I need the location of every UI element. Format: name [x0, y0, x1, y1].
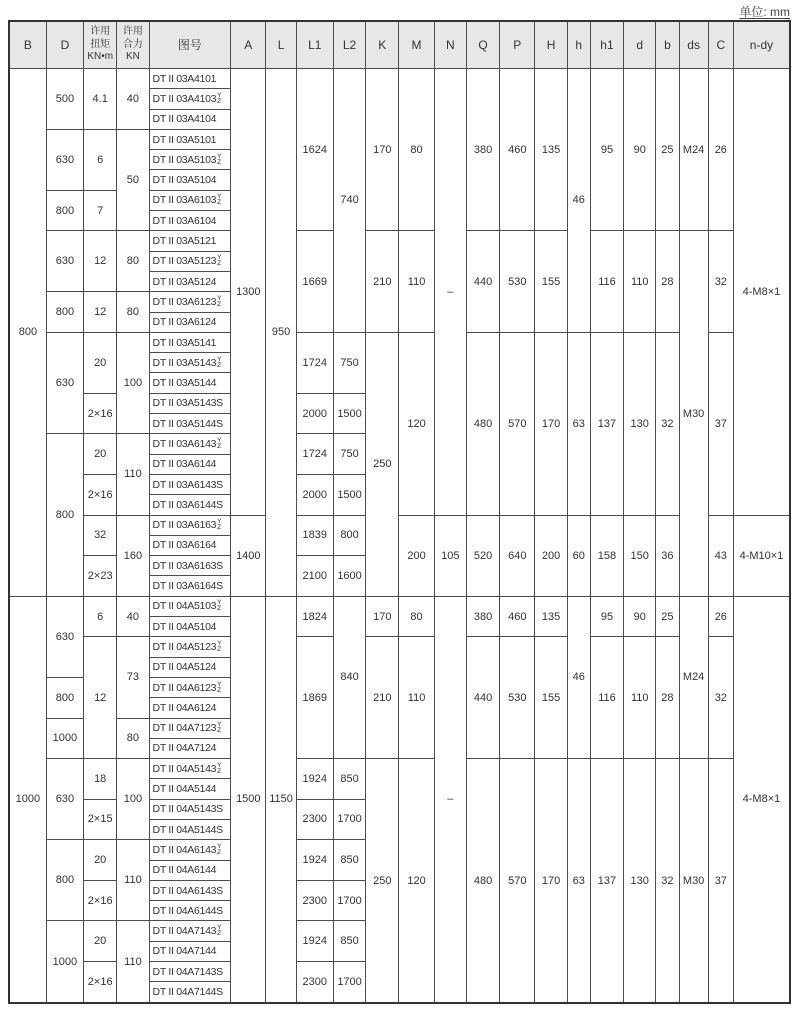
- cell-ndy: 4-M8×1: [733, 69, 790, 516]
- cell-L1: 2300: [296, 962, 333, 1003]
- cell-L2: 1600: [333, 556, 365, 597]
- cell-h: 63: [567, 759, 590, 1003]
- cell-D: 630: [46, 129, 83, 190]
- cell-ds: M24: [679, 69, 708, 231]
- table-row: [9, 231, 790, 251]
- cell-N: 105: [434, 515, 466, 596]
- cell-L1: 2000: [296, 393, 333, 434]
- cell-L1: 1924: [296, 840, 333, 881]
- cell-D: 800: [46, 190, 83, 231]
- header-L1: L1: [296, 21, 333, 69]
- cell-C: 32: [708, 637, 733, 759]
- cell-K: 170: [366, 69, 399, 231]
- cell-figure: DT II 03A4101: [149, 69, 231, 89]
- yz-superscript: Y Z: [217, 152, 222, 166]
- cell-L2: 850: [333, 840, 365, 881]
- header-C: C: [708, 21, 733, 69]
- header-row: [9, 21, 790, 69]
- cell-torque: 7: [84, 190, 117, 231]
- cell-torque: 20: [84, 921, 117, 962]
- cell-figure: DT II 04A6124: [149, 698, 231, 718]
- header-H: H: [535, 21, 567, 69]
- cell-A: 1300: [231, 69, 266, 516]
- yz-superscript: Y Z: [217, 436, 222, 450]
- cell-figure: DT II 04A5103 Y Z: [149, 596, 231, 616]
- header-A: A: [231, 21, 266, 69]
- cell-D: 800: [46, 434, 83, 596]
- cell-figure: DT II 03A6164S: [149, 576, 231, 596]
- header-D: D: [46, 21, 83, 69]
- yz-superscript: Y Z: [217, 680, 222, 694]
- cell-L: 1150: [266, 596, 296, 1003]
- cell-h1: 116: [590, 231, 623, 332]
- cell-torque: 32: [84, 515, 117, 556]
- cell-torque: 4.1: [84, 69, 117, 130]
- cell-d: 90: [624, 69, 656, 231]
- cell-H: 170: [535, 759, 567, 1003]
- cell-figure: DT II 03A6124: [149, 312, 231, 332]
- cell-torque: 2×23: [84, 556, 117, 597]
- cell-b: 32: [656, 332, 679, 515]
- cell-L1: 2300: [296, 799, 333, 840]
- yz-superscript: Y Z: [217, 924, 222, 938]
- cell-H: 155: [535, 637, 567, 759]
- cell-force: 110: [117, 434, 149, 515]
- table-row: [9, 637, 790, 657]
- cell-figure: DT II 04A5143S: [149, 799, 231, 819]
- cell-torque: 18: [84, 759, 117, 800]
- cell-d: 130: [624, 759, 656, 1003]
- cell-force: 100: [117, 759, 149, 840]
- yz-superscript: Y Z: [217, 518, 222, 532]
- yz-superscript: Y Z: [217, 639, 222, 653]
- cell-figure: DT II 04A6143 Y Z: [149, 840, 231, 860]
- cell-L2: 750: [333, 434, 365, 475]
- cell-figure: DT II 04A5124: [149, 657, 231, 677]
- cell-torque: 2×16: [84, 880, 117, 921]
- cell-ds: M30: [679, 231, 708, 596]
- cell-H: 170: [535, 332, 567, 515]
- cell-figure: DT II 03A6163S: [149, 556, 231, 576]
- cell-K: 250: [366, 759, 399, 1003]
- cell-P: 530: [500, 637, 535, 759]
- cell-L1: 1724: [296, 332, 333, 393]
- cell-L1: 1839: [296, 515, 333, 556]
- cell-L2: 1700: [333, 962, 365, 1003]
- cell-h1: 158: [590, 515, 623, 596]
- cell-figure: DT II 04A6144S: [149, 901, 231, 921]
- cell-figure: DT II 04A7143 Y Z: [149, 921, 231, 941]
- header-d: d: [624, 21, 656, 69]
- cell-h1: 95: [590, 596, 623, 637]
- cell-b: 28: [656, 637, 679, 759]
- cell-force: 100: [117, 332, 149, 433]
- cell-L1: 1824: [296, 596, 333, 637]
- cell-D: 630: [46, 332, 83, 433]
- cell-figure: DT II 03A5144S: [149, 414, 231, 434]
- header-h1: h1: [590, 21, 623, 69]
- cell-torque: 12: [84, 231, 117, 292]
- spec-table: [8, 20, 791, 1004]
- cell-figure: DT II 04A6143S: [149, 880, 231, 900]
- cell-D: 800: [46, 292, 83, 333]
- cell-L1: 1924: [296, 921, 333, 962]
- cell-D: 1000: [46, 718, 83, 759]
- cell-figure: DT II 03A5141: [149, 332, 231, 352]
- cell-figure: DT II 03A6144: [149, 454, 231, 474]
- cell-torque: 6: [84, 129, 117, 190]
- cell-L: 950: [266, 69, 296, 597]
- cell-b: 36: [656, 515, 679, 596]
- cell-figure: DT II 03A6104: [149, 211, 231, 231]
- yz-superscript: Y Z: [217, 91, 222, 105]
- cell-P: 530: [500, 231, 535, 332]
- header-K: K: [366, 21, 399, 69]
- cell-Q: 440: [466, 637, 499, 759]
- cell-figure: DT II 04A6144: [149, 860, 231, 880]
- cell-ds: M24: [679, 596, 708, 758]
- cell-figure: DT II 03A5121: [149, 231, 231, 251]
- cell-d: 110: [624, 231, 656, 332]
- yz-superscript: Y Z: [217, 721, 222, 735]
- cell-h: 60: [567, 515, 590, 596]
- cell-torque: 6: [84, 596, 117, 637]
- cell-K: 210: [366, 637, 399, 759]
- cell-h: 46: [567, 69, 590, 333]
- cell-D: 630: [46, 596, 83, 677]
- cell-ndy: 4-M8×1: [733, 596, 790, 1003]
- header-B: B: [9, 21, 46, 69]
- cell-L2: 1500: [333, 474, 365, 515]
- cell-D: 630: [46, 759, 83, 840]
- cell-force: 80: [117, 718, 149, 759]
- cell-L1: 1869: [296, 637, 333, 759]
- cell-figure: DT II 04A5123 Y Z: [149, 637, 231, 657]
- cell-L1: 2100: [296, 556, 333, 597]
- cell-force: 40: [117, 596, 149, 637]
- cell-K: 210: [366, 231, 399, 332]
- cell-L2: 800: [333, 515, 365, 556]
- cell-figure: DT II 03A5123 Y Z: [149, 251, 231, 271]
- cell-h1: 137: [590, 332, 623, 515]
- cell-figure: DT II 03A6143 Y Z: [149, 434, 231, 454]
- yz-superscript: Y Z: [217, 842, 222, 856]
- cell-figure: DT II 04A5104: [149, 617, 231, 637]
- cell-figure: DT II 04A5143 Y Z: [149, 759, 231, 779]
- header-Q: Q: [466, 21, 499, 69]
- cell-figure: DT II 03A6103 Y Z: [149, 190, 231, 210]
- cell-D: 800: [46, 840, 83, 921]
- cell-figure: DT II 03A6123 Y Z: [149, 292, 231, 312]
- cell-Q: 380: [466, 69, 499, 231]
- table-row: [9, 759, 790, 779]
- cell-M: 110: [399, 637, 434, 759]
- yz-superscript: Y Z: [217, 193, 222, 207]
- yz-superscript: Y Z: [217, 254, 222, 268]
- cell-force: 160: [117, 515, 149, 596]
- cell-D: 800: [46, 677, 83, 718]
- cell-figure: DT II 04A7143S: [149, 962, 231, 982]
- cell-ds: M30: [679, 759, 708, 1003]
- cell-figure: DT II 04A7123 Y Z: [149, 718, 231, 738]
- cell-figure: DT II 03A5143S: [149, 393, 231, 413]
- cell-figure: DT II 03A6163 Y Z: [149, 515, 231, 535]
- cell-L2: 840: [333, 596, 365, 758]
- table-row: [9, 596, 790, 616]
- cell-P: 570: [500, 759, 535, 1003]
- cell-K: 250: [366, 332, 399, 596]
- cell-L2: 850: [333, 759, 365, 800]
- cell-N: –: [434, 69, 466, 516]
- cell-force: 80: [117, 231, 149, 292]
- cell-C: 32: [708, 231, 733, 332]
- yz-superscript: Y Z: [217, 761, 222, 775]
- cell-Q: 440: [466, 231, 499, 332]
- cell-force: 80: [117, 292, 149, 333]
- cell-figure: DT II 03A5124: [149, 271, 231, 291]
- cell-L2: 1700: [333, 880, 365, 921]
- cell-force: 110: [117, 921, 149, 1003]
- cell-H: 135: [535, 596, 567, 637]
- header-b: b: [656, 21, 679, 69]
- cell-M: 80: [399, 69, 434, 231]
- cell-A: 1500: [231, 596, 266, 1003]
- cell-d: 150: [624, 515, 656, 596]
- cell-ndy: 4-M10×1: [733, 515, 790, 596]
- header-N: N: [434, 21, 466, 69]
- cell-H: 155: [535, 231, 567, 332]
- cell-figure: DT II 04A5144: [149, 779, 231, 799]
- cell-L1: 1624: [296, 69, 333, 231]
- cell-d: 110: [624, 637, 656, 759]
- cell-Q: 520: [466, 515, 499, 596]
- cell-P: 460: [500, 69, 535, 231]
- cell-L1: 1724: [296, 434, 333, 475]
- cell-A: 1400: [231, 515, 266, 596]
- cell-torque: 12: [84, 292, 117, 333]
- cell-C: 26: [708, 69, 733, 231]
- cell-h1: 116: [590, 637, 623, 759]
- cell-b: 32: [656, 759, 679, 1003]
- table-row: [9, 515, 790, 535]
- header-figure: 图号: [149, 21, 231, 69]
- cell-L2: 740: [333, 69, 365, 333]
- cell-L1: 1924: [296, 759, 333, 800]
- cell-figure: DT II 04A7144S: [149, 982, 231, 1003]
- cell-figure: DT II 04A7144: [149, 941, 231, 961]
- cell-M: 200: [399, 515, 434, 596]
- header-M: M: [399, 21, 434, 69]
- cell-h1: 95: [590, 69, 623, 231]
- cell-C: 26: [708, 596, 733, 637]
- cell-K: 170: [366, 596, 399, 637]
- header-torque: 许用 扭矩 KN•m: [84, 21, 117, 69]
- cell-torque: 20: [84, 332, 117, 393]
- cell-figure: DT II 03A5143 Y Z: [149, 353, 231, 373]
- cell-torque: 2×16: [84, 393, 117, 434]
- cell-h1: 137: [590, 759, 623, 1003]
- yz-superscript: Y Z: [217, 599, 222, 613]
- cell-figure: DT II 03A6144S: [149, 495, 231, 515]
- table-row: [9, 69, 790, 89]
- cell-b: 28: [656, 231, 679, 332]
- header-ndy: n-dy: [733, 21, 790, 69]
- cell-H: 200: [535, 515, 567, 596]
- header-L2: L2: [333, 21, 365, 69]
- header-h: h: [567, 21, 590, 69]
- cell-L2: 850: [333, 921, 365, 962]
- cell-force: 73: [117, 637, 149, 718]
- cell-torque: 2×16: [84, 962, 117, 1003]
- yz-superscript: Y Z: [217, 355, 222, 369]
- cell-P: 460: [500, 596, 535, 637]
- table-row: [9, 332, 790, 352]
- cell-figure: DT II 04A6123 Y Z: [149, 677, 231, 697]
- cell-figure: DT II 03A5101: [149, 129, 231, 149]
- cell-force: 40: [117, 69, 149, 130]
- cell-M: 120: [399, 759, 434, 1003]
- cell-B: 1000: [9, 596, 46, 1003]
- cell-L1: 2000: [296, 474, 333, 515]
- cell-torque: 20: [84, 434, 117, 475]
- cell-figure: DT II 03A5104: [149, 170, 231, 190]
- cell-figure: DT II 03A4103 Y Z: [149, 89, 231, 109]
- cell-L2: 750: [333, 332, 365, 393]
- cell-Q: 480: [466, 332, 499, 515]
- cell-P: 640: [500, 515, 535, 596]
- cell-torque: 12: [84, 637, 117, 759]
- cell-figure: DT II 03A6143S: [149, 474, 231, 494]
- header-L: L: [266, 21, 296, 69]
- cell-torque: 2×16: [84, 474, 117, 515]
- cell-h: 46: [567, 596, 590, 758]
- cell-C: 37: [708, 759, 733, 1003]
- cell-C: 43: [708, 515, 733, 596]
- cell-force: 110: [117, 840, 149, 921]
- cell-Q: 480: [466, 759, 499, 1003]
- cell-B: 800: [9, 69, 46, 597]
- cell-D: 630: [46, 231, 83, 292]
- cell-d: 90: [624, 596, 656, 637]
- cell-L1: 1669: [296, 231, 333, 332]
- cell-figure: DT II 03A5144: [149, 373, 231, 393]
- cell-N: –: [434, 596, 466, 1003]
- cell-force: 50: [117, 129, 149, 230]
- cell-figure: DT II 04A5144S: [149, 819, 231, 839]
- cell-P: 570: [500, 332, 535, 515]
- cell-L2: 1700: [333, 799, 365, 840]
- cell-torque: 2×15: [84, 799, 117, 840]
- cell-D: 1000: [46, 921, 83, 1003]
- cell-L1: 2300: [296, 880, 333, 921]
- unit-label: 单位: mm: [739, 5, 790, 19]
- cell-figure: DT II 03A5103 Y Z: [149, 150, 231, 170]
- cell-Q: 380: [466, 596, 499, 637]
- cell-D: 500: [46, 69, 83, 130]
- cell-figure: DT II 04A7124: [149, 738, 231, 758]
- cell-d: 130: [624, 332, 656, 515]
- cell-b: 25: [656, 596, 679, 637]
- cell-C: 37: [708, 332, 733, 515]
- header-P: P: [500, 21, 535, 69]
- header-force: 许用 合力 KN: [117, 21, 149, 69]
- cell-H: 135: [535, 69, 567, 231]
- cell-b: 25: [656, 69, 679, 231]
- cell-torque: 20: [84, 840, 117, 881]
- cell-M: 80: [399, 596, 434, 637]
- cell-L2: 1500: [333, 393, 365, 434]
- header-ds: ds: [679, 21, 708, 69]
- yz-superscript: Y Z: [217, 294, 222, 308]
- cell-figure: DT II 03A6164: [149, 535, 231, 555]
- cell-h: 63: [567, 332, 590, 515]
- cell-figure: DT II 03A4104: [149, 109, 231, 129]
- cell-M: 110: [399, 231, 434, 332]
- cell-M: 120: [399, 332, 434, 515]
